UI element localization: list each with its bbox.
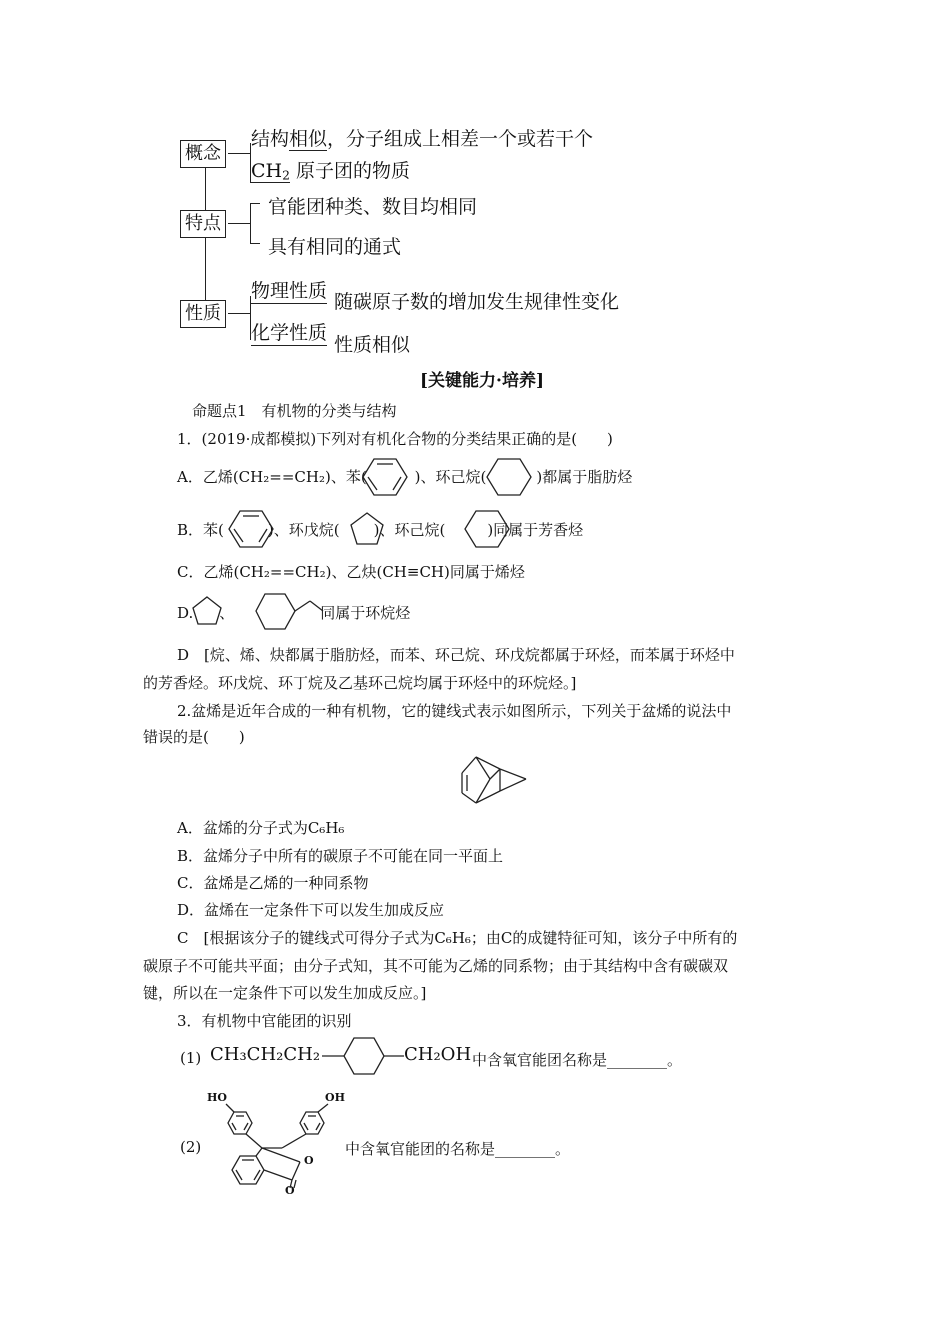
concept-text: 原子团的物质 [296, 160, 411, 182]
concept-text: 结构 [251, 128, 290, 150]
q3-part1-question: 中含氧官能团名称是________。 [472, 1051, 683, 1069]
ch2-sub: 2 [282, 168, 290, 183]
concept-keyword: 相似 [289, 128, 328, 150]
q3-part1-number: (1) [180, 1049, 202, 1067]
q2-answer-line2: 碳原子不可能共平面；由分子式知，其不可能为乙烯的同系物；由于其结构中含有碳碳双 [143, 957, 729, 975]
connector [228, 313, 250, 314]
benzvalene-structure [456, 755, 530, 805]
topic-title: 命题点1 有机物的分类与结构 [192, 402, 397, 420]
connector-bracket [250, 203, 251, 243]
physical-desc: 随碳原子数的增加发生规律性变化 [334, 291, 620, 313]
cyclohexane-structure [486, 457, 532, 497]
carbonyl-oxygen-label: O [285, 1184, 295, 1197]
chemical-label: 化学性质 [251, 318, 327, 346]
concept-text: ，分子组成上相差一个或若干个 [327, 128, 594, 150]
property-label: 性质 [185, 303, 221, 324]
q1-d-text: 同属于环烷烃 [320, 604, 411, 622]
q2-option-d: D．盆烯在一定条件下可以发生加成反应 [177, 901, 445, 919]
feature-2: 具有相同的通式 [268, 236, 402, 258]
q1-a-text: )都属于脂肪烃 [536, 468, 633, 486]
property-label-box [180, 300, 226, 328]
q1-d-text: 、 [219, 604, 235, 622]
q1-answer-line1: D [烷、烯、炔都属于脂肪烃，而苯、环己烷、环戊烷都属于环烃，而苯属于环烃中 [177, 646, 735, 664]
oh-label: OH [325, 1091, 345, 1104]
q3-part1-formula-right: CH₂OH [404, 1044, 472, 1065]
q2-stem-line2: 错误的是( ) [143, 728, 245, 746]
q1-answer-line2: 的芳香烃。环戊烷、环丁烷及乙基环己烷均属于环烃中的环烷烃。] [143, 674, 577, 692]
q1-option-c: C．乙烯(CH₂==CH₂)、乙炔(CH≡CH)同属于烯烃 [177, 563, 525, 581]
feature-1: 官能团种类、数目均相同 [268, 196, 478, 218]
benzene-structure [228, 509, 274, 549]
benzene-structure [362, 457, 408, 497]
section-heading: [关键能力·培养] [420, 371, 545, 391]
feature-label: 特点 [185, 213, 221, 234]
connector [250, 243, 260, 244]
q3-part1-formula-left: CH₃CH₂CH₂ [210, 1044, 321, 1065]
concept-desc-line1 [251, 124, 593, 151]
q1-a-text: A．乙烯(CH₂==CH₂)、苯( [177, 468, 367, 486]
connector-vertical [205, 238, 206, 300]
q1-stem: 1．(2019·成都模拟)下列对有机化合物的分类结果正确的是( ) [177, 430, 613, 448]
cyclohexane-structure [464, 509, 510, 549]
chemical-desc: 性质相似 [334, 334, 411, 356]
q2-stem-line1: 2.盆烯是近年合成的一种有机物，它的键线式表示如图所示，下列关于盆烯的说法中 [177, 702, 732, 720]
q1-a-text: )、环己烷( [414, 468, 487, 486]
ring-oxygen-label: O [304, 1154, 314, 1167]
q2-option-c: C．盆烯是乙烯的一种同系物 [177, 874, 369, 892]
feature-label-box [180, 210, 226, 238]
q1-b-text: )同属于芳香烃 [487, 521, 584, 539]
q3-stem: 3．有机物中官能团的识别 [177, 1012, 352, 1030]
cyclohexane-ring-para [322, 1036, 404, 1076]
connector [228, 153, 250, 154]
q3-part2-number: (2) [180, 1138, 202, 1156]
ch2-ch: CH [251, 160, 283, 182]
q1-b-text: )、环己烷( [373, 521, 446, 539]
connector-vertical [205, 168, 206, 210]
q1-b-text: B．苯( [177, 521, 224, 539]
q3-part2-question: 中含氧官能团的名称是________。 [345, 1140, 571, 1158]
ho-label: HO [207, 1091, 227, 1104]
q2-option-b: B．盆烯分子中所有的碳原子不可能在同一平面上 [177, 847, 504, 865]
ethylcyclohexane-structure [255, 593, 325, 631]
ch2-formula [251, 160, 290, 183]
cyclopentane-structure [192, 596, 222, 626]
connector [250, 203, 260, 204]
concept-desc-line2 [251, 156, 410, 183]
q1-b-text: )、环戊烷( [267, 521, 340, 539]
q2-answer-line3: 键，所以在一定条件下可以发生加成反应。] [143, 984, 427, 1002]
q2-option-a: A．盆烯的分子式为C₆H₆ [177, 819, 345, 837]
physical-label: 物理性质 [251, 276, 327, 304]
concept-label: 概念 [185, 143, 221, 164]
connector [228, 223, 250, 224]
q2-answer-line1: C [根据该分子的键线式可得分子式为C₆H₆；由C的成键特征可知，该分子中所有的 [177, 929, 738, 947]
q1-d-text: D. [177, 604, 194, 622]
phenolphthalein-structure [210, 1100, 350, 1200]
concept-label-box [180, 140, 226, 168]
cyclopentane-structure [350, 512, 384, 546]
